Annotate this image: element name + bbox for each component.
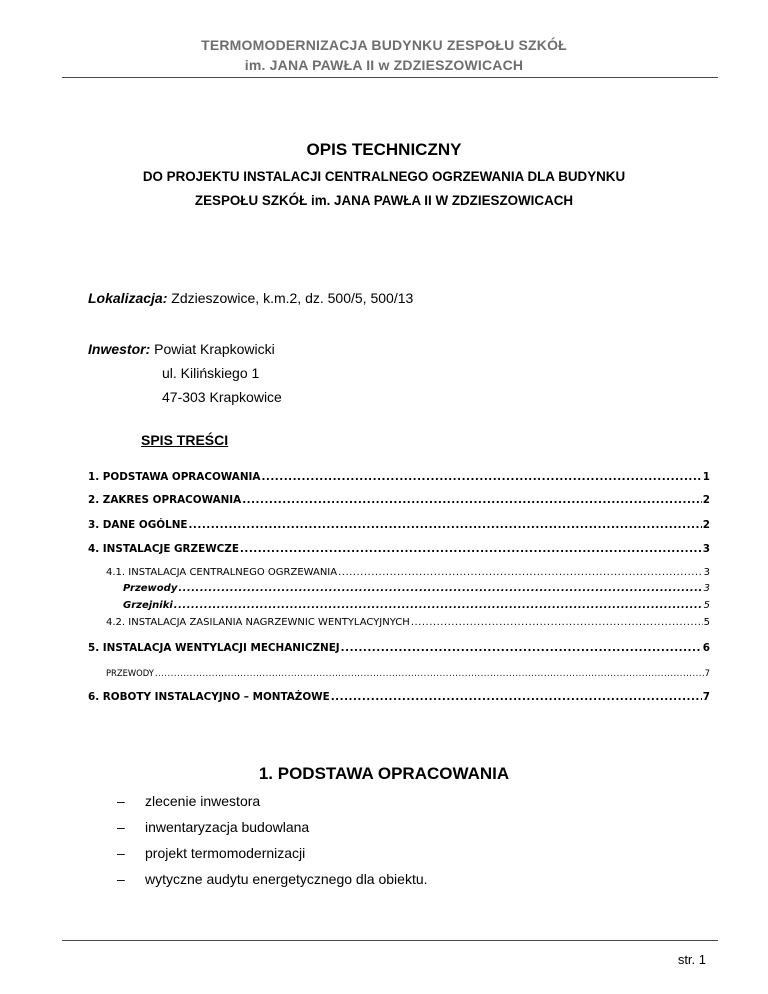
page-number: str. 1	[677, 952, 706, 967]
location-value: Zdzieszowice, k.m.2, dz. 500/5, 500/13	[167, 290, 414, 306]
location-label: Lokalizacja:	[88, 290, 168, 306]
toc-entry[interactable]	[88, 519, 710, 531]
header-divider	[62, 77, 718, 78]
list-item-text: projekt termomodernizacji	[145, 845, 306, 861]
toc-entry-page: 2	[702, 519, 710, 531]
dash-bullet: –	[117, 845, 125, 861]
toc-leader	[174, 600, 703, 611]
header-line-1: TERMOMODERNIZACJA BUDYNKU ZESPOŁU SZKÓŁ	[201, 37, 567, 53]
list-item-text: wytyczne audytu energetycznego dla obiektu.	[145, 871, 428, 887]
investor-label: Inwestor:	[88, 341, 151, 357]
toc-entry-page: 7	[702, 691, 710, 703]
toc-entry-text: 5. INSTALACJA WENTYLACJI MECHANICZNEJ	[88, 642, 340, 654]
header-line-2: im. JANA PAWŁA II w ZDZIESZOWICACH	[244, 57, 524, 73]
list-item-text: zlecenie inwestora	[145, 793, 261, 809]
dash-bullet: –	[117, 819, 125, 835]
toc-entry[interactable]	[88, 642, 710, 654]
investor-field	[88, 341, 275, 357]
toc-entry[interactable]	[88, 583, 710, 594]
list-item	[117, 793, 260, 809]
toc-entry[interactable]	[88, 543, 710, 555]
toc-entry-text: Grzejniki	[123, 600, 173, 611]
toc-entry-page: 3	[703, 567, 710, 578]
toc-entry[interactable]	[88, 691, 710, 703]
list-item-text: inwentaryzacja budowlana	[145, 819, 310, 835]
list-item	[117, 871, 428, 887]
toc-entry-text: 4. INSTALACJE GRZEWCZE	[88, 543, 239, 555]
investor-city: 47-303 Krapkowice	[162, 389, 282, 405]
subtitle-line-1: DO PROJEKTU INSTALACJI CENTRALNEGO OGRZEWANIA DLA BUDYNKU	[142, 169, 626, 184]
subtitle-line-2: ZESPOŁU SZKÓŁ im. JANA PAWŁA II W ZDZIESZOWICACH	[194, 193, 574, 208]
investor-name: Powiat Krapkowicki	[150, 341, 275, 357]
toc-entry-page: 7	[704, 668, 710, 678]
location-field	[88, 290, 413, 306]
dash-bullet: –	[117, 871, 125, 887]
toc-leader	[261, 471, 701, 483]
toc-leader	[341, 642, 702, 654]
toc-leader	[155, 668, 704, 678]
toc-leader	[240, 543, 702, 555]
document-title: OPIS TECHNICZNY	[306, 140, 462, 159]
list-item	[117, 819, 309, 835]
toc-entry-page: 3	[703, 583, 710, 594]
dash-bullet: –	[117, 793, 125, 809]
toc-leader	[188, 519, 701, 531]
toc-leader	[338, 567, 703, 578]
footer-divider	[62, 940, 718, 941]
toc-entry-text: PRZEWODY	[106, 668, 154, 678]
toc-entry-text: 2. ZAKRES OPRACOWANIA	[88, 494, 242, 506]
investor-street: ul. Kilińskiego 1	[162, 365, 260, 381]
toc-entry-text: Przewody	[123, 583, 178, 594]
toc-entry-page: 1	[702, 471, 710, 483]
toc-entry-page: 5	[703, 617, 710, 628]
toc-entry-text: 4.1. INSTALACJA CENTRALNEGO OGRZEWANIA	[106, 567, 338, 578]
toc-entry-page: 5	[703, 600, 710, 611]
toc-leader	[331, 691, 702, 703]
toc-entry[interactable]	[88, 567, 710, 578]
toc-entry-page: 2	[702, 494, 710, 506]
toc-leader	[242, 494, 702, 506]
toc-entry[interactable]	[88, 471, 710, 483]
toc-title: SPIS TREŚCI	[141, 432, 229, 448]
toc-entry-page: 6	[702, 642, 710, 654]
section-1-heading: 1. PODSTAWA OPRACOWANIA	[258, 764, 510, 783]
toc-entry[interactable]	[88, 617, 710, 628]
toc-entry-text: 3. DANE OGÓLNE	[88, 519, 188, 531]
toc-entry-text: 1. PODSTAWA OPRACOWANIA	[88, 471, 261, 483]
toc-entry[interactable]	[88, 494, 710, 506]
toc-entry[interactable]	[88, 600, 710, 611]
list-item	[117, 845, 305, 861]
toc-entry[interactable]	[88, 668, 710, 678]
toc-entry-text: 4.2. INSTALACJA ZASILANIA NAGRZEWNIC WENTYLACYJNYCH	[106, 617, 410, 628]
toc-leader	[411, 617, 703, 628]
toc-entry-page: 3	[702, 543, 710, 555]
toc-entry-text: 6. ROBOTY INSTALACYJNO – MONTAŻOWE	[88, 691, 330, 703]
toc-leader	[178, 583, 702, 594]
